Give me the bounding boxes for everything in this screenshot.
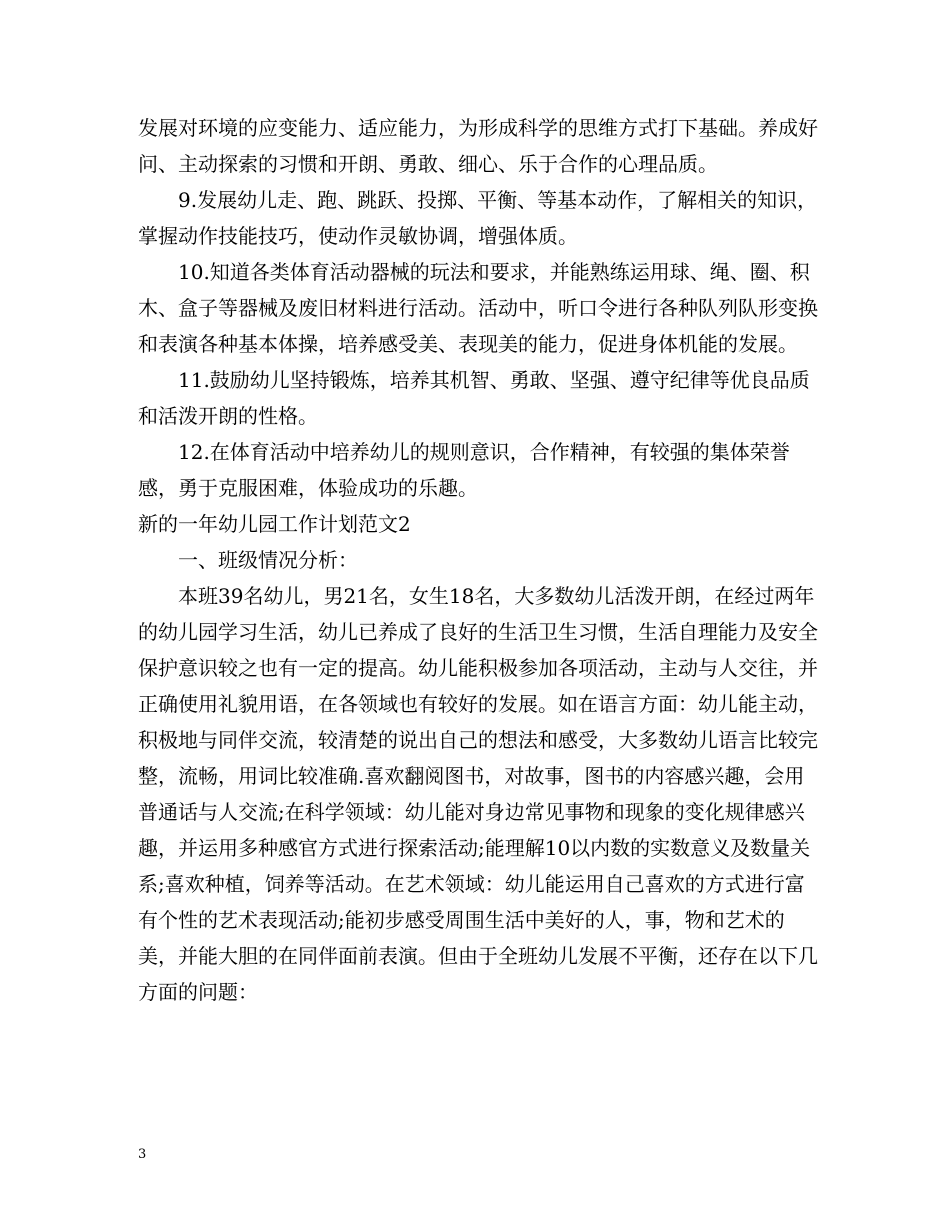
paragraph-item-10: 10.知道各类体育活动器械的玩法和要求，并能熟练运用球、绳、圈、积木、盒子等器械及废旧材料进行活动。活动中，听口令进行各种队列队形变换和表演各种基本体操，培养感受美、表现美的能力，促进身体机能的发展。 [138, 260, 818, 356]
section-title: 新的一年幼儿园工作计划范文2 [138, 512, 411, 536]
paragraph-item-9: 9.发展幼儿走、跑、跳跃、投掷、平衡、等基本动作，了解相关的知识，掌握动作技能技巧，使动作灵敏协调，增强体质。 [138, 188, 818, 248]
paragraph-class-analysis: 本班39名幼儿，男21名，女生18名，大多数幼儿活泼开朗，在经过两年的幼儿园学习生活，幼儿已养成了良好的生活卫生习惯，生活自理能力及安全保护意识较之也有一定的提高。幼儿能积极参加各项活动，主动与人交往，并正确使用礼貌用语，在各领域也有较好的发展。如在语言方面：幼儿能主动，积极地与同伴交流，较清楚的说出自己的想法和感受，大多数幼儿语言比较完整，流畅，用词比较准确.喜欢翻阅图书，对故事，图书的内容感兴趣，会用普通话与人交流;在科学领域：幼儿能对身边常见事物和现象的变化规律感兴趣，并运用多种感官方式进行探索活动;能理解10以内数的实数意义及数量关系;喜欢种植，饲养等活动。在艺术领域：幼儿能运用自己喜欢的方式进行富有个性的艺术表现活动;能初步感受周围生活中美好的人，事，物和艺术的美，并能大胆的在同伴面前表演。但由于全班幼儿发展不平衡，还存在以下几方面的问题： [138, 584, 818, 1004]
document-body [138, 110, 818, 1010]
paragraph-continuation: 发展对环境的应变能力、适应能力，为形成科学的思维方式打下基础。养成好问、主动探索的习惯和开朗、勇敢、细心、乐于合作的心理品质。 [138, 116, 818, 176]
page-number: 3 [138, 1147, 147, 1162]
section-heading: 一、班级情况分析： [178, 548, 358, 572]
paragraph-item-11: 11.鼓励幼儿坚持锻炼，培养其机智、勇敢、坚强、遵守纪律等优良品质和活泼开朗的性格。 [138, 368, 810, 428]
paragraph-item-12: 12.在体育活动中培养幼儿的规则意识，合作精神，有较强的集体荣誉感，勇于克服困难，体验成功的乐趣。 [138, 440, 790, 500]
